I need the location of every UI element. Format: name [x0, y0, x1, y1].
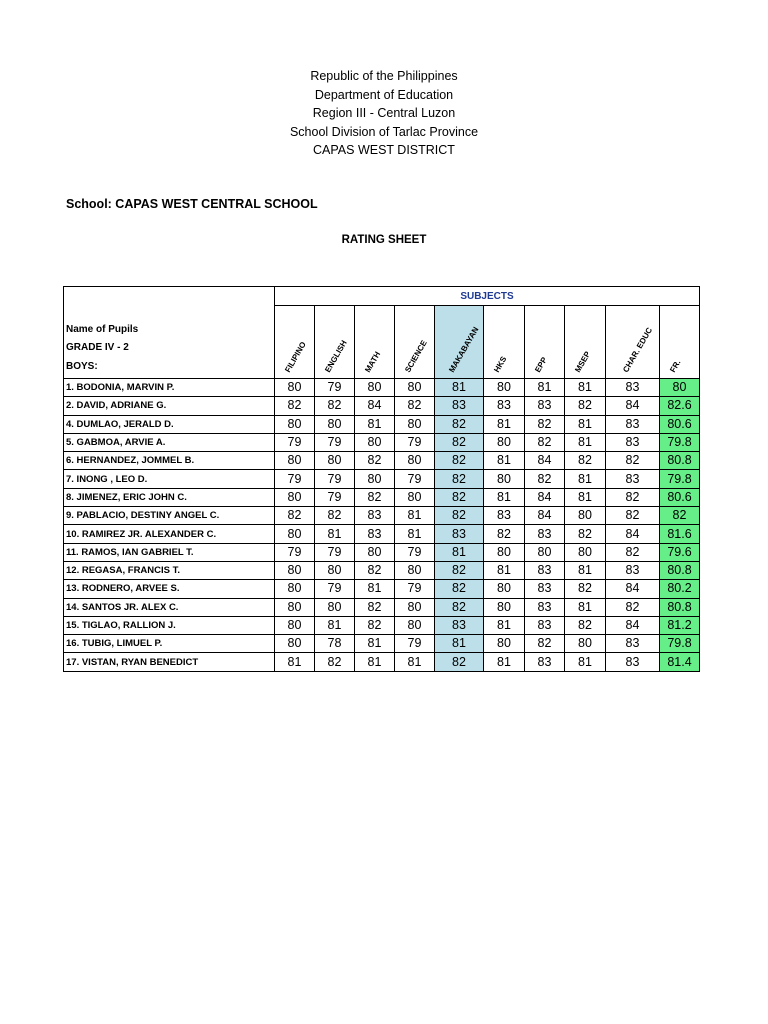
- score-cell: 83: [525, 653, 565, 671]
- table-row: [64, 507, 700, 525]
- score-cell: 83: [606, 653, 660, 671]
- table-row: [64, 653, 700, 671]
- subject-header: [525, 306, 565, 379]
- score-cell: 80: [395, 415, 435, 433]
- score-cell: 80: [484, 635, 525, 653]
- score-cell: 81: [355, 653, 395, 671]
- score-cell: 80: [565, 543, 606, 561]
- score-cell: 79: [395, 433, 435, 451]
- subject-header: [435, 306, 484, 379]
- score-cell: 82: [275, 507, 315, 525]
- subject-header-label: EPP: [532, 355, 549, 374]
- score-cell: 79: [315, 488, 355, 506]
- score-cell: 81: [565, 415, 606, 433]
- header-line: School Division of Tarlac Province: [289, 124, 479, 139]
- score-cell: 80: [275, 616, 315, 634]
- score-cell: 80: [395, 452, 435, 470]
- subject-header: [355, 306, 395, 379]
- score-cell: 82: [435, 561, 484, 579]
- pupil-name: 14. SANTOS JR. ALEX C.: [64, 598, 275, 616]
- score-cell: 83: [525, 561, 565, 579]
- subject-header-label: FR.: [667, 358, 682, 374]
- subject-header: [395, 306, 435, 379]
- score-cell: 81: [484, 415, 525, 433]
- score-cell: 82: [355, 616, 395, 634]
- final-rating-cell: 81.2: [660, 616, 700, 634]
- score-cell: 80: [275, 580, 315, 598]
- table-row: [64, 598, 700, 616]
- pupil-name: 2. DAVID, ADRIANE G.: [64, 397, 275, 415]
- subject-header-label: FILIPINO: [282, 340, 308, 374]
- score-cell: 81: [435, 379, 484, 397]
- score-cell: 82: [315, 507, 355, 525]
- final-rating-cell: 80.8: [660, 561, 700, 579]
- pupil-name: 7. INONG , LEO D.: [64, 470, 275, 488]
- score-cell: 80: [315, 452, 355, 470]
- final-rating-cell: 80.6: [660, 488, 700, 506]
- score-cell: 80: [355, 543, 395, 561]
- school-name: School: CAPAS WEST CENTRAL SCHOOL: [66, 197, 318, 211]
- score-cell: 80: [484, 543, 525, 561]
- score-cell: 83: [525, 598, 565, 616]
- score-cell: 81: [355, 635, 395, 653]
- table-row: [64, 525, 700, 543]
- score-cell: 82: [315, 397, 355, 415]
- pupil-name: 12. REGASA, FRANCIS T.: [64, 561, 275, 579]
- boys-label: BOYS:: [66, 360, 98, 372]
- subject-header-label: MAKABAYAN: [447, 325, 481, 374]
- score-cell: 83: [606, 433, 660, 451]
- score-cell: 80: [315, 598, 355, 616]
- score-cell: 82: [525, 635, 565, 653]
- score-cell: 79: [315, 470, 355, 488]
- score-cell: 83: [606, 561, 660, 579]
- score-cell: 80: [355, 433, 395, 451]
- score-cell: 81: [484, 616, 525, 634]
- score-cell: 79: [315, 543, 355, 561]
- score-cell: 81: [355, 415, 395, 433]
- score-cell: 82: [525, 415, 565, 433]
- score-cell: 80: [275, 452, 315, 470]
- score-cell: 79: [395, 580, 435, 598]
- score-cell: 81: [484, 653, 525, 671]
- score-cell: 83: [435, 397, 484, 415]
- score-cell: 79: [275, 470, 315, 488]
- score-cell: 83: [435, 525, 484, 543]
- score-cell: 81: [355, 580, 395, 598]
- score-cell: 83: [525, 397, 565, 415]
- score-cell: 80: [275, 379, 315, 397]
- score-cell: 84: [606, 397, 660, 415]
- score-cell: 83: [525, 616, 565, 634]
- final-rating-cell: 80.8: [660, 598, 700, 616]
- score-cell: 80: [484, 580, 525, 598]
- score-cell: 84: [525, 452, 565, 470]
- final-rating-cell: 80.8: [660, 452, 700, 470]
- score-cell: 81: [435, 543, 484, 561]
- table-row: [64, 397, 700, 415]
- pupil-name: 6. HERNANDEZ, JOMMEL B.: [64, 452, 275, 470]
- score-cell: 82: [606, 452, 660, 470]
- sheet-title: RATING SHEET: [341, 234, 427, 246]
- final-rating-cell: 80.6: [660, 415, 700, 433]
- final-rating-cell: 80: [660, 379, 700, 397]
- final-rating-cell: 82.6: [660, 397, 700, 415]
- score-cell: 80: [275, 525, 315, 543]
- score-cell: 78: [315, 635, 355, 653]
- pupil-name: 5. GABMOA, ARVIE A.: [64, 433, 275, 451]
- score-cell: 82: [355, 452, 395, 470]
- score-cell: 83: [606, 379, 660, 397]
- score-cell: 80: [275, 598, 315, 616]
- score-cell: 80: [484, 433, 525, 451]
- score-cell: 82: [565, 616, 606, 634]
- score-cell: 82: [606, 543, 660, 561]
- score-cell: 81: [395, 653, 435, 671]
- score-cell: 81: [565, 433, 606, 451]
- table-row: [64, 470, 700, 488]
- table-row: [64, 616, 700, 634]
- final-rating-cell: 82: [660, 507, 700, 525]
- final-rating-cell: 80.2: [660, 580, 700, 598]
- score-cell: 80: [565, 635, 606, 653]
- table-row: [64, 415, 700, 433]
- subject-header-label: MSEP: [573, 349, 593, 374]
- score-cell: 83: [355, 525, 395, 543]
- pupil-name: 11. RAMOS, IAN GABRIEL T.: [64, 543, 275, 561]
- header-line: Department of Education: [314, 87, 454, 102]
- score-cell: 80: [315, 415, 355, 433]
- score-cell: 82: [355, 488, 395, 506]
- score-cell: 79: [315, 379, 355, 397]
- score-cell: 80: [395, 488, 435, 506]
- subject-header: [565, 306, 606, 379]
- table-row: [64, 452, 700, 470]
- score-cell: 79: [395, 635, 435, 653]
- score-cell: 83: [355, 507, 395, 525]
- table-row: [64, 379, 700, 397]
- score-cell: 81: [565, 470, 606, 488]
- score-cell: 79: [395, 543, 435, 561]
- pupil-name: 17. VISTAN, RYAN BENEDICT: [64, 653, 275, 671]
- score-cell: 82: [395, 397, 435, 415]
- score-cell: 83: [435, 616, 484, 634]
- score-cell: 83: [525, 580, 565, 598]
- score-cell: 80: [395, 616, 435, 634]
- score-cell: 81: [565, 488, 606, 506]
- table-row: [64, 561, 700, 579]
- score-cell: 83: [606, 635, 660, 653]
- score-cell: 82: [355, 598, 395, 616]
- subject-header: [606, 306, 660, 379]
- score-cell: 80: [315, 561, 355, 579]
- subject-header-label: HKS: [492, 354, 509, 374]
- pupil-name: 8. JIMENEZ, ERIC JOHN C.: [64, 488, 275, 506]
- score-cell: 81: [565, 379, 606, 397]
- score-cell: 80: [395, 598, 435, 616]
- score-cell: 82: [606, 507, 660, 525]
- score-cell: 80: [275, 415, 315, 433]
- score-cell: 80: [484, 379, 525, 397]
- pupil-name: 15. TIGLAO, RALLION J.: [64, 616, 275, 634]
- subject-header-label: SCIENCE: [402, 338, 429, 374]
- header-line: Region III - Central Luzon: [312, 106, 456, 120]
- score-cell: 82: [606, 488, 660, 506]
- score-cell: 82: [525, 433, 565, 451]
- score-cell: 80: [355, 379, 395, 397]
- subject-header-label: CHAR. EDUC: [620, 325, 654, 374]
- table-row: [64, 635, 700, 653]
- score-cell: 82: [565, 525, 606, 543]
- score-cell: 84: [606, 580, 660, 598]
- score-cell: 84: [606, 525, 660, 543]
- score-cell: 82: [565, 397, 606, 415]
- score-cell: 81: [484, 561, 525, 579]
- name-of-pupils-header: [64, 287, 275, 379]
- subject-header: [315, 306, 355, 379]
- score-cell: 81: [484, 452, 525, 470]
- grade-label: GRADE IV - 2: [66, 342, 129, 353]
- score-cell: 82: [565, 452, 606, 470]
- score-cell: 79: [275, 543, 315, 561]
- subject-header: [275, 306, 315, 379]
- subject-header-label: ENGLISH: [322, 338, 349, 374]
- score-cell: 82: [435, 598, 484, 616]
- score-cell: 82: [606, 598, 660, 616]
- score-cell: 81: [315, 616, 355, 634]
- rating-table: [63, 286, 700, 672]
- score-cell: 81: [395, 507, 435, 525]
- score-cell: 82: [315, 653, 355, 671]
- score-cell: 82: [435, 488, 484, 506]
- score-cell: 83: [484, 397, 525, 415]
- score-cell: 81: [275, 653, 315, 671]
- score-cell: 82: [565, 580, 606, 598]
- score-cell: 80: [395, 561, 435, 579]
- score-cell: 80: [395, 379, 435, 397]
- final-rating-cell: 79.8: [660, 470, 700, 488]
- final-rating-cell: 81.6: [660, 525, 700, 543]
- score-cell: 82: [355, 561, 395, 579]
- score-cell: 84: [525, 488, 565, 506]
- score-cell: 80: [565, 507, 606, 525]
- score-cell: 81: [565, 653, 606, 671]
- score-cell: 79: [315, 433, 355, 451]
- score-cell: 81: [315, 525, 355, 543]
- score-cell: 81: [565, 598, 606, 616]
- score-cell: 82: [435, 415, 484, 433]
- score-cell: 82: [435, 452, 484, 470]
- score-cell: 82: [525, 470, 565, 488]
- document-header: [0, 67, 768, 160]
- pupil-name: 1. BODONIA, MARVIN P.: [64, 379, 275, 397]
- score-cell: 83: [484, 507, 525, 525]
- score-cell: 84: [606, 616, 660, 634]
- score-cell: 84: [355, 397, 395, 415]
- subject-header: [660, 306, 700, 379]
- pupil-name: 13. RODNERO, ARVEE S.: [64, 580, 275, 598]
- score-cell: 83: [606, 470, 660, 488]
- subject-header: [484, 306, 525, 379]
- score-cell: 80: [525, 543, 565, 561]
- score-cell: 81: [435, 635, 484, 653]
- pupil-name: 9. PABLACIO, DESTINY ANGEL C.: [64, 507, 275, 525]
- score-cell: 79: [315, 580, 355, 598]
- score-cell: 80: [275, 635, 315, 653]
- score-cell: 80: [275, 488, 315, 506]
- score-cell: 82: [435, 470, 484, 488]
- subject-header-label: MATH: [362, 350, 382, 374]
- score-cell: 81: [525, 379, 565, 397]
- score-cell: 82: [435, 507, 484, 525]
- table-row: [64, 433, 700, 451]
- final-rating-cell: 79.8: [660, 635, 700, 653]
- table-row: [64, 543, 700, 561]
- name-header-label: Name of Pupils: [66, 323, 139, 335]
- score-cell: 79: [275, 433, 315, 451]
- score-cell: 81: [565, 561, 606, 579]
- score-cell: 82: [275, 397, 315, 415]
- score-cell: 82: [484, 525, 525, 543]
- pupil-name: 10. RAMIREZ JR. ALEXANDER C.: [64, 525, 275, 543]
- pupil-name: 16. TUBIG, LIMUEL P.: [64, 635, 275, 653]
- score-cell: 82: [435, 653, 484, 671]
- pupil-name: 4. DUMLAO, JERALD D.: [64, 415, 275, 433]
- score-cell: 82: [435, 433, 484, 451]
- score-cell: 83: [525, 525, 565, 543]
- final-rating-cell: 79.8: [660, 433, 700, 451]
- table-row: [64, 488, 700, 506]
- score-cell: 83: [606, 415, 660, 433]
- subjects-header: SUBJECTS: [275, 287, 700, 306]
- table-row: [64, 580, 700, 598]
- final-rating-cell: 79.6: [660, 543, 700, 561]
- final-rating-cell: 81.4: [660, 653, 700, 671]
- header-line: Republic of the Philippines: [310, 69, 458, 83]
- score-cell: 79: [395, 470, 435, 488]
- score-cell: 82: [435, 580, 484, 598]
- score-cell: 80: [355, 470, 395, 488]
- score-cell: 84: [525, 507, 565, 525]
- score-cell: 80: [275, 561, 315, 579]
- score-cell: 81: [395, 525, 435, 543]
- score-cell: 80: [484, 598, 525, 616]
- score-cell: 81: [484, 488, 525, 506]
- header-line: CAPAS WEST DISTRICT: [313, 143, 455, 157]
- score-cell: 80: [484, 470, 525, 488]
